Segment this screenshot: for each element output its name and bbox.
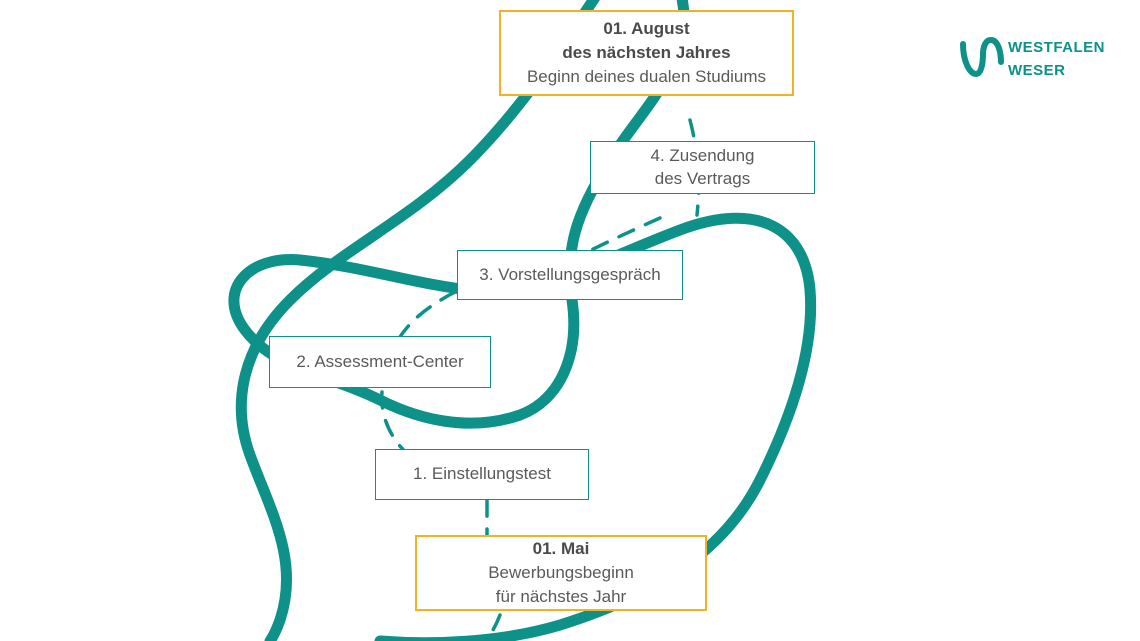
milestone-august-line-1: 01. August xyxy=(603,18,690,38)
logo-text-line-1: WESTFALEN xyxy=(1008,39,1105,56)
milestone-mai-line-1: 01. Mai xyxy=(532,538,590,558)
milestone-mai xyxy=(415,535,707,611)
milestone-mai-line-2: Bewerbungsbeginn xyxy=(488,562,634,582)
milestone-august-line-2: des nächsten Jahres xyxy=(562,42,731,62)
step-vertrag-line-2: des Vertrags xyxy=(654,168,751,188)
milestone-august-line-3: Beginn deines dualen Studiums xyxy=(526,67,767,87)
logo-text-line-2: WESER xyxy=(1008,62,1066,80)
step-vorstellungsgespraech xyxy=(457,250,683,300)
step-assessment-center xyxy=(269,336,491,388)
step-vorstellungsgespraech-label: 3. Vorstellungsgespräch xyxy=(479,264,661,284)
westfalen-weser-logo xyxy=(960,30,1105,90)
step-assessment-center-label: 2. Assessment-Center xyxy=(296,351,464,371)
wave-w-icon xyxy=(960,34,1004,80)
step-zusendung-des-vertrags xyxy=(590,141,815,194)
milestone-mai-line-3: für nächstes Jahr xyxy=(495,587,627,607)
milestone-august xyxy=(499,10,794,96)
step-einstellungstest-label: 1. Einstellungstest xyxy=(413,464,551,484)
step-einstellungstest xyxy=(375,449,589,500)
step-vertrag-line-1: 4. Zusendung xyxy=(650,146,755,166)
